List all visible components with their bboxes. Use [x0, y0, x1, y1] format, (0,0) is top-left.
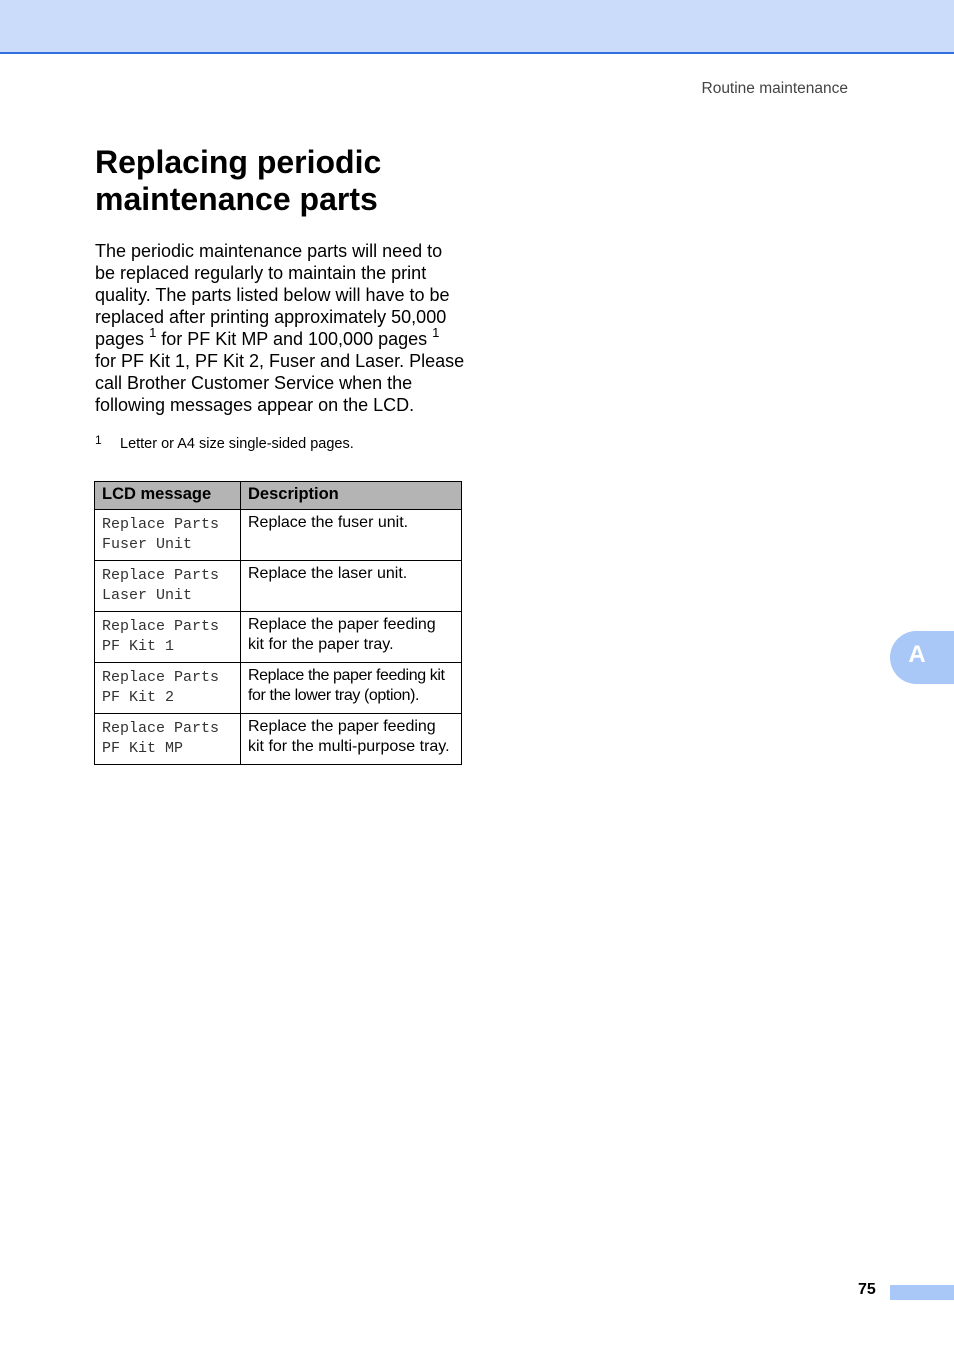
footnote-ref-1: 1	[149, 325, 157, 340]
page-number: 75	[858, 1281, 876, 1298]
chapter-side-tab	[890, 631, 954, 684]
page-title-line-1: Replacing periodic	[95, 144, 382, 180]
description-cell: Replace the paper feeding kit for the lower tray (option).	[241, 663, 462, 714]
lcd-message-cell	[95, 714, 241, 765]
lcd-message-line-1: Replace Parts	[102, 567, 220, 584]
lcd-message-line-2: PF Kit 2	[102, 689, 175, 706]
chapter-tab-letter: A	[908, 641, 926, 668]
intro-text-part-1: The periodic maintenance parts will need to be replaced regularly to maintain the print quality. The parts listed below will have to be replaced after printing approximately 50,000 pages	[95, 241, 450, 349]
top-header-band	[0, 0, 954, 54]
table-row	[95, 612, 462, 663]
table-row	[95, 510, 462, 561]
column-header-lcd-message: LCD message	[95, 482, 241, 510]
page-title	[95, 144, 381, 218]
table-header-row	[95, 482, 462, 510]
lcd-message-table	[94, 481, 462, 765]
table-row	[95, 663, 462, 714]
lcd-message-line-1: Replace Parts	[102, 669, 220, 686]
lcd-message-line-1: Replace Parts	[102, 720, 220, 737]
lcd-message-line-2: PF Kit MP	[102, 740, 184, 757]
lcd-message-line-2: Laser Unit	[102, 587, 193, 604]
footnote-ref-2: 1	[432, 325, 440, 340]
description-cell: Replace the laser unit.	[241, 561, 462, 612]
table-row	[95, 714, 462, 765]
intro-paragraph	[95, 240, 467, 416]
lcd-message-cell	[95, 510, 241, 561]
table-row	[95, 561, 462, 612]
footnote-number: 1	[95, 433, 102, 447]
footnote-text: Letter or A4 size single-sided pages.	[120, 436, 354, 452]
lcd-message-cell	[95, 561, 241, 612]
lcd-message-line-1: Replace Parts	[102, 618, 220, 635]
running-header: Routine maintenance	[701, 80, 848, 97]
page-number-bar	[890, 1285, 954, 1300]
lcd-message-cell	[95, 663, 241, 714]
description-cell: Replace the paper feeding kit for the paper tray.	[241, 612, 462, 663]
page-title-line-2: maintenance parts	[95, 181, 378, 217]
lcd-message-line-2: PF Kit 1	[102, 638, 175, 655]
column-header-description: Description	[241, 482, 462, 510]
intro-text-part-3: for PF Kit 1, PF Kit 2, Fuser and Laser. Please call Brother Customer Service when the following messages appear on the LCD.	[95, 351, 465, 415]
lcd-message-line-2: Fuser Unit	[102, 536, 193, 553]
lcd-message-cell	[95, 612, 241, 663]
description-cell: Replace the paper feeding kit for the multi-purpose tray.	[241, 714, 462, 765]
description-cell: Replace the fuser unit.	[241, 510, 462, 561]
intro-text-part-2: for PF Kit MP and 100,000 pages	[156, 329, 428, 349]
lcd-message-line-1: Replace Parts	[102, 516, 220, 533]
